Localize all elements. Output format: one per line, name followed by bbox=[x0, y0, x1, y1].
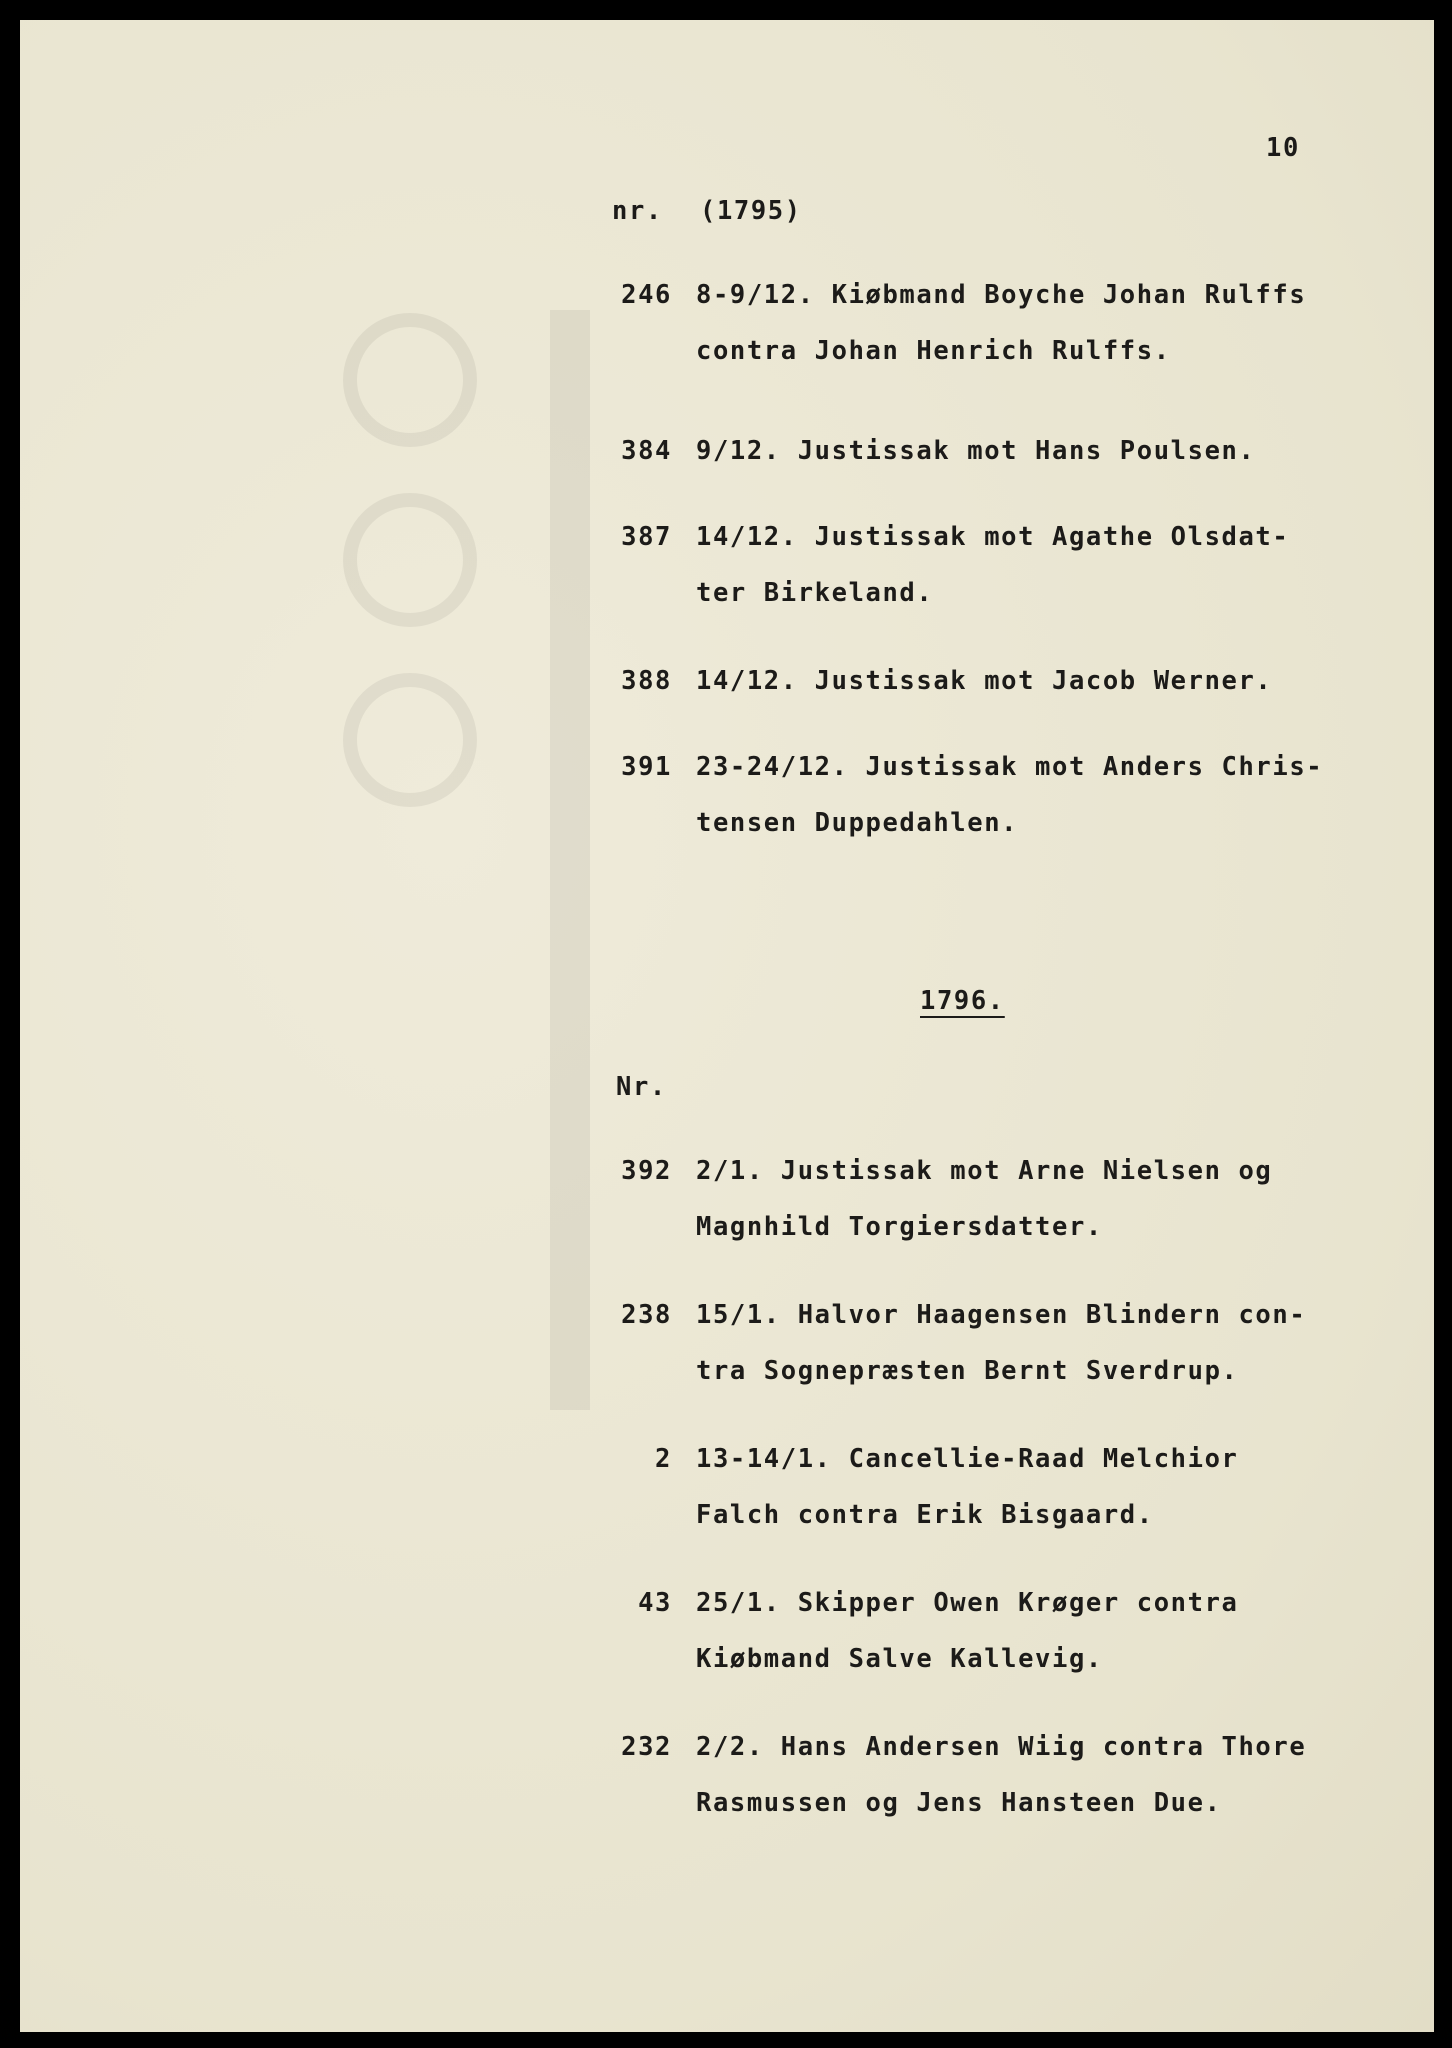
entry-number: 246 bbox=[621, 280, 672, 310]
entry-number: 238 bbox=[621, 1300, 672, 1330]
section-1795-header-year: (1795) bbox=[700, 196, 802, 226]
entry-number: 2 bbox=[655, 1444, 672, 1474]
entry-number: 384 bbox=[621, 436, 672, 466]
entry-line-1: 25/1. Skipper Owen Krøger contra bbox=[696, 1588, 1239, 1618]
entry-line-1: 2/2. Hans Andersen Wiig contra Thore bbox=[696, 1732, 1307, 1762]
entry-line-2: Rasmussen og Jens Hansteen Due. bbox=[696, 1788, 1222, 1818]
entry-line-1: 13-14/1. Cancellie-Raad Melchior bbox=[696, 1444, 1239, 1474]
entry-line-1: 14/12. Justissak mot Agathe Olsdat- bbox=[696, 522, 1290, 552]
entry-line-2: contra Johan Henrich Rulffs. bbox=[696, 336, 1171, 366]
entry-number: 388 bbox=[621, 666, 672, 696]
year-heading-1796: 1796. bbox=[920, 986, 1005, 1016]
document-page bbox=[20, 20, 1434, 2032]
entry-line-1: 8-9/12. Kiøbmand Boyche Johan Rulffs bbox=[696, 280, 1307, 310]
entry-line-1: 2/1. Justissak mot Arne Nielsen og bbox=[696, 1156, 1273, 1186]
page-number: 10 bbox=[1266, 133, 1300, 163]
entry-line-1: 14/12. Justissak mot Jacob Werner. bbox=[696, 666, 1273, 696]
entry-number: 392 bbox=[621, 1156, 672, 1186]
entry-number: 232 bbox=[621, 1732, 672, 1762]
entry-line-2: Kiøbmand Salve Kallevig. bbox=[696, 1644, 1103, 1674]
section-1796-header-label: Nr. bbox=[616, 1072, 667, 1102]
entry-line-2: tra Sognepræsten Bernt Sverdrup. bbox=[696, 1356, 1239, 1386]
entry-line-1: 9/12. Justissak mot Hans Poulsen. bbox=[696, 436, 1256, 466]
entry-line-1: 15/1. Halvor Haagensen Blindern con- bbox=[696, 1300, 1307, 1330]
section-1795-header-label: nr. bbox=[612, 196, 663, 226]
entry-line-1: 23-24/12. Justissak mot Anders Chris- bbox=[696, 752, 1324, 782]
entry-number: 391 bbox=[621, 752, 672, 782]
entry-line-2: Falch contra Erik Bisgaard. bbox=[696, 1500, 1154, 1530]
entry-line-2: tensen Duppedahlen. bbox=[696, 808, 1019, 838]
entry-line-2: ter Birkeland. bbox=[696, 578, 934, 608]
entry-number: 43 bbox=[638, 1588, 672, 1618]
entry-line-2: Magnhild Torgiersdatter. bbox=[696, 1212, 1103, 1242]
entry-number: 387 bbox=[621, 522, 672, 552]
